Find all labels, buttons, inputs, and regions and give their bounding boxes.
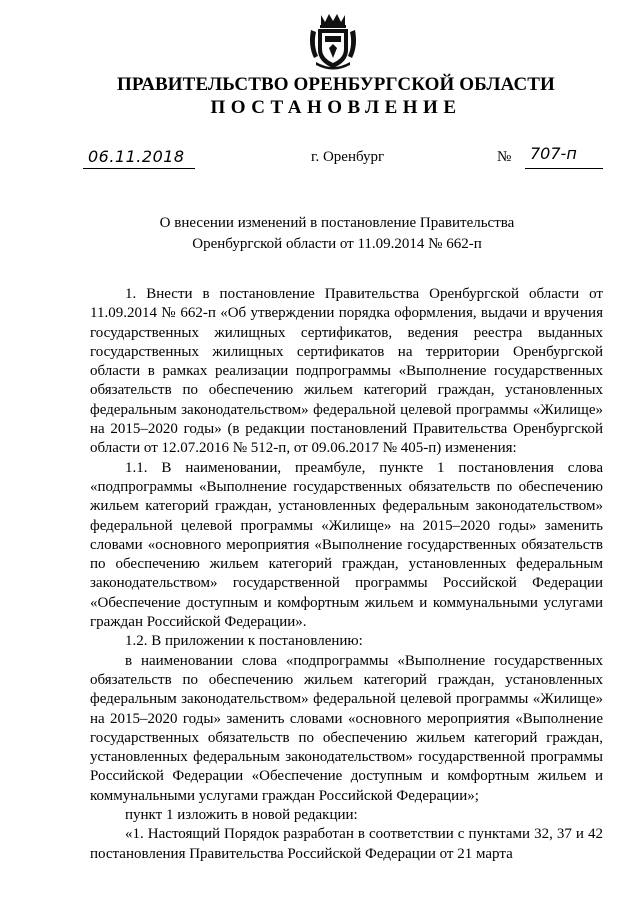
number-sign: № bbox=[497, 149, 512, 165]
paragraph-1-1: 1.1. В наименовании, преамбуле, пункте 1 постановления слова «подпрограммы «Выполнение государственных обязательств по обеспечению жильем категорий граждан, установленных федеральным законодательством» федеральной целевой программы «Жилище» на 2015–2020 годы» заменить словами «основного мероприятия «Выполнение государственных обязательств по обеспечению жильем категорий граждан, установленных федеральным законодательством» государственной программы Российской Федерации «Обеспечение доступным и комфортным жильем и коммунальными услугами граждан Российской Федерации». bbox=[90, 459, 603, 631]
document-type: ПОСТАНОВЛЕНИЕ bbox=[210, 97, 462, 118]
city: г. Оренбург bbox=[311, 149, 385, 165]
document-title bbox=[120, 213, 554, 255]
paragraph-title-change: в наименовании слова «подпрограммы «Выполнение государственных обязательств по обеспечению жильем категорий граждан, установленных федеральным законодательством» федеральной целевой программы «Жилище» на 2015–2020 годы» заменить словами «основного мероприятия «Выполнение государственных обязательств по обеспечению жильем категорий граждан, установленных федеральным законодательством» государственной программы Российской Федерации «Обеспечение доступным и комфортным жильем и коммунальными услугами граждан Российской Федерации»; bbox=[90, 652, 603, 804]
paragraph-1-2: 1.2. В приложении к постановлению: bbox=[125, 633, 363, 650]
title-line-2: Оренбургской области от 11.09.2014 № 662-п bbox=[192, 236, 482, 252]
paragraph-1: 1. Внести в постановление Правительства Оренбургской области от 11.09.2014 № 662-п «Об утверждении порядка оформления, выдачи и вручения государственных жилищных сертификатов, ведения реестра выданных государственных жилищных сертификатов на территории Оренбургской области в рамках реализации подпрограммы «Выполнение государственных обязательств по обеспечению жильем категорий граждан, установленных федеральным законодательством» федеральной целевой программы «Жилище» на 2015–2020 годы» (в редакции постановлений Правительства Оренбургской области от 12.07.2016 № 512-п, от 09.06.2017 № 405-п) изменения: bbox=[90, 286, 603, 457]
org-name: ПРАВИТЕЛЬСТВО ОРЕНБУРГСКОЙ ОБЛАСТИ bbox=[117, 74, 555, 95]
paragraph-point-1: пункт 1 изложить в новой редакции: bbox=[125, 807, 358, 824]
paragraph-new-text: «1. Настоящий Порядок разработан в соответствии с пунктами 32, 37 и 42 постановления Правительства Российской Федерации от 21 марта bbox=[90, 826, 603, 862]
document-date: 06.11.2018 bbox=[88, 147, 185, 166]
date-underline bbox=[83, 168, 195, 169]
title-line-1: О внесении изменений в постановление Правительства bbox=[159, 215, 515, 231]
document-body bbox=[90, 285, 603, 864]
number-underline bbox=[525, 168, 603, 169]
coat-of-arms-icon bbox=[308, 12, 358, 70]
document-number: 707-п bbox=[530, 144, 577, 163]
